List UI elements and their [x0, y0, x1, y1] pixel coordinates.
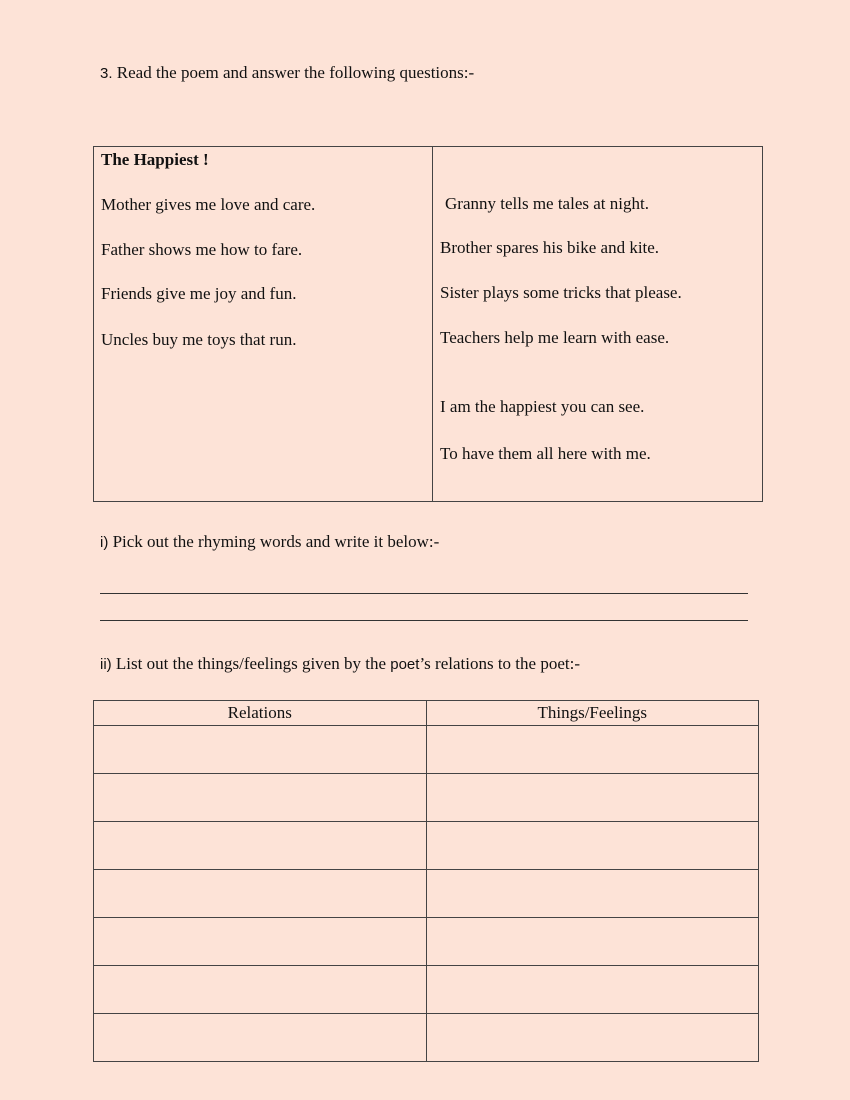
table-row	[94, 870, 759, 918]
table-row	[94, 918, 759, 966]
question-3-heading	[100, 63, 474, 83]
poem-line: Brother spares his bike and kite.	[440, 238, 660, 257]
poem-line: Teachers help me learn with ease.	[440, 328, 670, 347]
table-row	[94, 726, 759, 774]
poem-line: Uncles buy me toys that run.	[101, 330, 297, 349]
header-things-feelings: Things/Feelings	[426, 701, 759, 726]
relation-cell[interactable]	[94, 822, 427, 870]
feeling-cell[interactable]	[426, 726, 759, 774]
poem-line: Father shows me how to fare.	[101, 240, 303, 259]
relation-cell[interactable]	[94, 726, 427, 774]
feeling-cell[interactable]	[426, 774, 759, 822]
relations-table	[93, 700, 759, 1062]
part-i-number: i)	[100, 534, 109, 551]
part-i-text: Pick out the rhyming words and write it below:-	[112, 532, 440, 551]
part-ii-text-after: ’s relations to the poet:-	[419, 654, 580, 673]
table-row	[94, 966, 759, 1014]
question-number: 3.	[100, 65, 113, 82]
feeling-cell[interactable]	[426, 822, 759, 870]
poem-line: To have them all here with me.	[440, 444, 651, 463]
relation-cell[interactable]	[94, 1014, 427, 1062]
question-text: Read the poem and answer the following questions:-	[116, 63, 475, 82]
table-row	[94, 1014, 759, 1062]
part-ii-question	[100, 654, 580, 674]
part-ii-text-highlight: poet	[390, 656, 420, 673]
feeling-cell[interactable]	[426, 870, 759, 918]
table-row	[94, 822, 759, 870]
relation-cell[interactable]	[94, 870, 427, 918]
poem-line: Granny tells me tales at night.	[445, 194, 649, 213]
poem-box	[93, 146, 763, 502]
feeling-cell[interactable]	[426, 918, 759, 966]
feeling-cell[interactable]	[426, 966, 759, 1014]
relation-cell[interactable]	[94, 966, 427, 1014]
poem-line: Mother gives me love and care.	[101, 195, 316, 214]
part-ii-text-before: List out the things/feelings given by the	[115, 654, 386, 673]
relation-cell[interactable]	[94, 918, 427, 966]
poem-column-divider	[432, 147, 433, 501]
answer-line-1[interactable]	[100, 593, 748, 594]
feeling-cell[interactable]	[426, 1014, 759, 1062]
relation-cell[interactable]	[94, 774, 427, 822]
header-relations: Relations	[94, 701, 427, 726]
poem-line: Sister plays some tricks that please.	[440, 283, 682, 302]
part-i-question	[100, 532, 439, 552]
part-ii-number: ii)	[100, 656, 112, 673]
poem-line: Friends give me joy and fun.	[101, 284, 297, 303]
poem-line: I am the happiest you can see.	[440, 397, 645, 416]
poem-title: The Happiest !	[101, 150, 209, 169]
answer-line-2[interactable]	[100, 620, 748, 621]
table-row	[94, 774, 759, 822]
table-header-row	[94, 701, 759, 726]
